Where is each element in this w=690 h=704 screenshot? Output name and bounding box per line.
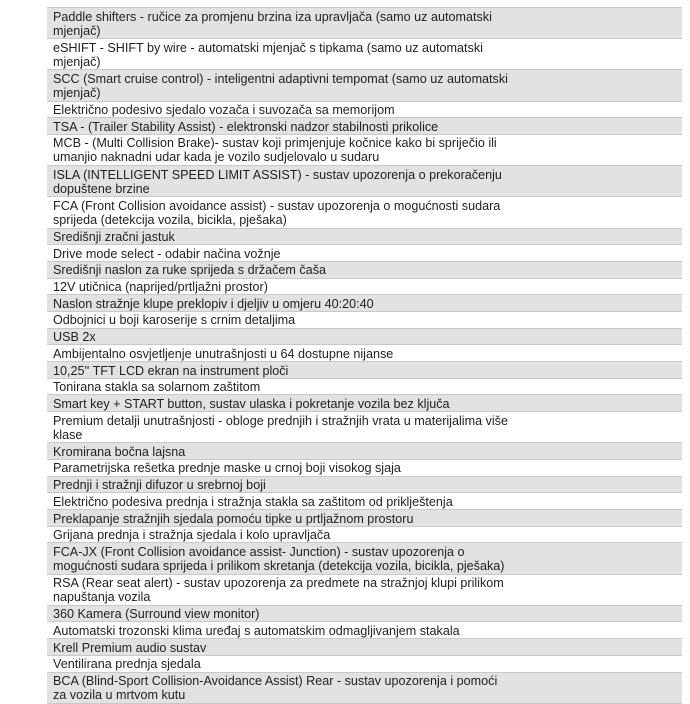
feature-row: [47, 395, 682, 412]
feature-text-line: 10,25'' TFT LCD ekran na instrument ploči: [53, 363, 289, 378]
feature-text-line: ISLA (INTELLIGENT SPEED LIMIT ASSIST) - sustav upozorenja o prekoračenju: [53, 167, 502, 182]
feature-row: [47, 639, 682, 656]
feature-row: [47, 477, 682, 494]
feature-text-line: sprijeda (detekcija vozila, bicikla, pješaka): [53, 212, 287, 227]
feature-text-line: mogućnosti sudara sprijeda i prilikom skretanja (detekcija vozila, bicikla, pješaka): [53, 558, 505, 573]
feature-text-line: FCA (Front Collision avoidance assist) - sustav upozorenja o mogućnosti sudara: [53, 198, 501, 213]
feature-text-line: Električno podesiva prednja i stražnja stakla sa zaštitom od priklještenja: [53, 494, 453, 509]
feature-text-line: USB 2x: [53, 330, 96, 345]
feature-text-line: Središnji zračni jastuk: [53, 230, 175, 244]
feature-row: [47, 656, 682, 673]
feature-text-line: klase: [53, 427, 83, 442]
feature-row: [47, 166, 682, 197]
feature-text-line: Drive mode select - odabir načina vožnje: [53, 246, 281, 261]
feature-row: [47, 329, 682, 346]
feature-row: [47, 460, 682, 477]
feature-text-line: Kromirana bočna lajsna: [53, 444, 186, 459]
feature-table: [47, 7, 682, 704]
feature-text-line: Paddle shifters - ručice za promjenu brzina iza upravljača (samo uz automatski: [53, 9, 492, 24]
feature-row: [47, 575, 682, 606]
feature-text-line: SCC (Smart cruise control) - inteligentni adaptivni tempomat (samo uz automatski: [53, 71, 508, 86]
feature-text-line: Naslon stražnje klupe preklopiv i djeljiv u omjeru 40:20:40: [53, 296, 374, 311]
feature-row: [47, 443, 682, 460]
feature-row: [47, 673, 682, 704]
feature-row: [47, 295, 682, 312]
feature-row: [47, 543, 682, 574]
feature-text-line: Smart key + START button, sustav ulaska i pokretanje vozila bez ključa: [53, 396, 450, 411]
feature-text-line: dopuštene brzine: [53, 181, 150, 196]
feature-row: [47, 135, 682, 166]
feature-text-line: Središnji naslon za ruke sprijeda s držačem čaša: [53, 263, 326, 278]
feature-text-line: 360 Kamera (Surround view monitor): [53, 607, 260, 622]
feature-row: [47, 606, 682, 623]
feature-text-line: TSA - (Trailer Stability Assist) - elektronski nadzor stabilnosti prikolice: [53, 119, 439, 134]
feature-row: [47, 245, 682, 262]
feature-text-line: mjenjač): [53, 54, 101, 69]
feature-row: [47, 8, 682, 39]
feature-text-line: Odbojnici u boji karoserije s crnim detaljima: [53, 313, 296, 328]
feature-text-line: napuštanja vozila: [53, 590, 151, 605]
feature-text-line: Električno podesivo sjedalo vozača i suvozača sa memorijom: [53, 103, 395, 118]
feature-text-line: za vozila u mrtvom kutu: [53, 688, 186, 702]
feature-row: [47, 622, 682, 639]
feature-text-line: eSHIFT - SHIFT by wire - automatski mjenjač s tipkama (samo uz automatski: [53, 40, 483, 55]
feature-text-line: MCB - (Multi Collision Brake)- sustav koji primjenjuje kočnice kako bi spriječio ili: [53, 136, 497, 151]
feature-text-line: 12V utičnica (naprijed/prtljažni prostor): [53, 280, 268, 295]
feature-row: [47, 102, 682, 119]
feature-text-line: Premium detalji unutrašnjosti - obloge prednjih i stražnjih vrata u materijalima više: [53, 413, 508, 428]
feature-text-line: Tonirana stakla sa solarnom zaštitom: [53, 380, 261, 395]
feature-row: [47, 379, 682, 396]
feature-row: [47, 345, 682, 362]
feature-text-line: Krell Premium audio sustav: [53, 640, 207, 655]
feature-row: [47, 312, 682, 329]
feature-row: [47, 197, 682, 228]
feature-text-line: mjenjač): [53, 23, 101, 38]
feature-text-line: umanjio naknadni udar kada je vozilo sudjelovalo u sudaru: [53, 150, 380, 165]
feature-text-line: BCA (Blind-Sport Collision-Avoidance Assist) Rear - sustav upozorenja i pomoći: [53, 674, 498, 688]
feature-row: [47, 510, 682, 527]
feature-text-line: Preklapanje stražnjih sjedala pomoću tipke u prtljažnom prostoru: [53, 511, 414, 526]
feature-text-line: FCA-JX (Front Collision avoidance assist- Junction) - sustav upozorenja o: [53, 544, 465, 559]
feature-row: [47, 70, 682, 101]
feature-row: [47, 527, 682, 544]
feature-row: [47, 39, 682, 70]
feature-text-line: Automatski trozonski klima uređaj s automatskim odmagljivanjem stakala: [53, 623, 460, 638]
feature-text-line: RSA (Rear seat alert) - sustav upozorenja za predmete na stražnjoj klupi prilikom: [53, 576, 504, 591]
feature-text-line: mjenjač): [53, 85, 101, 100]
feature-row: [47, 362, 682, 379]
feature-text-line: Ambijentalno osvjetljenje unutrašnjosti u 64 dostupne nijanse: [53, 346, 394, 361]
feature-text-line: Grijana prednja i stražnja sjedala i kolo upravljača: [53, 528, 331, 543]
feature-row: [47, 412, 682, 443]
feature-text-line: Parametrijska rešetka prednje maske u crnoj boji visokog sjaja: [53, 461, 401, 476]
feature-row: [47, 118, 682, 135]
feature-text-line: Prednji i stražnji difuzor u srebrnoj boji: [53, 478, 266, 493]
feature-row: [47, 279, 682, 296]
feature-row: [47, 229, 682, 246]
feature-row: [47, 262, 682, 279]
feature-text-line: Ventilirana prednja sjedala: [53, 657, 201, 672]
feature-row: [47, 493, 682, 510]
